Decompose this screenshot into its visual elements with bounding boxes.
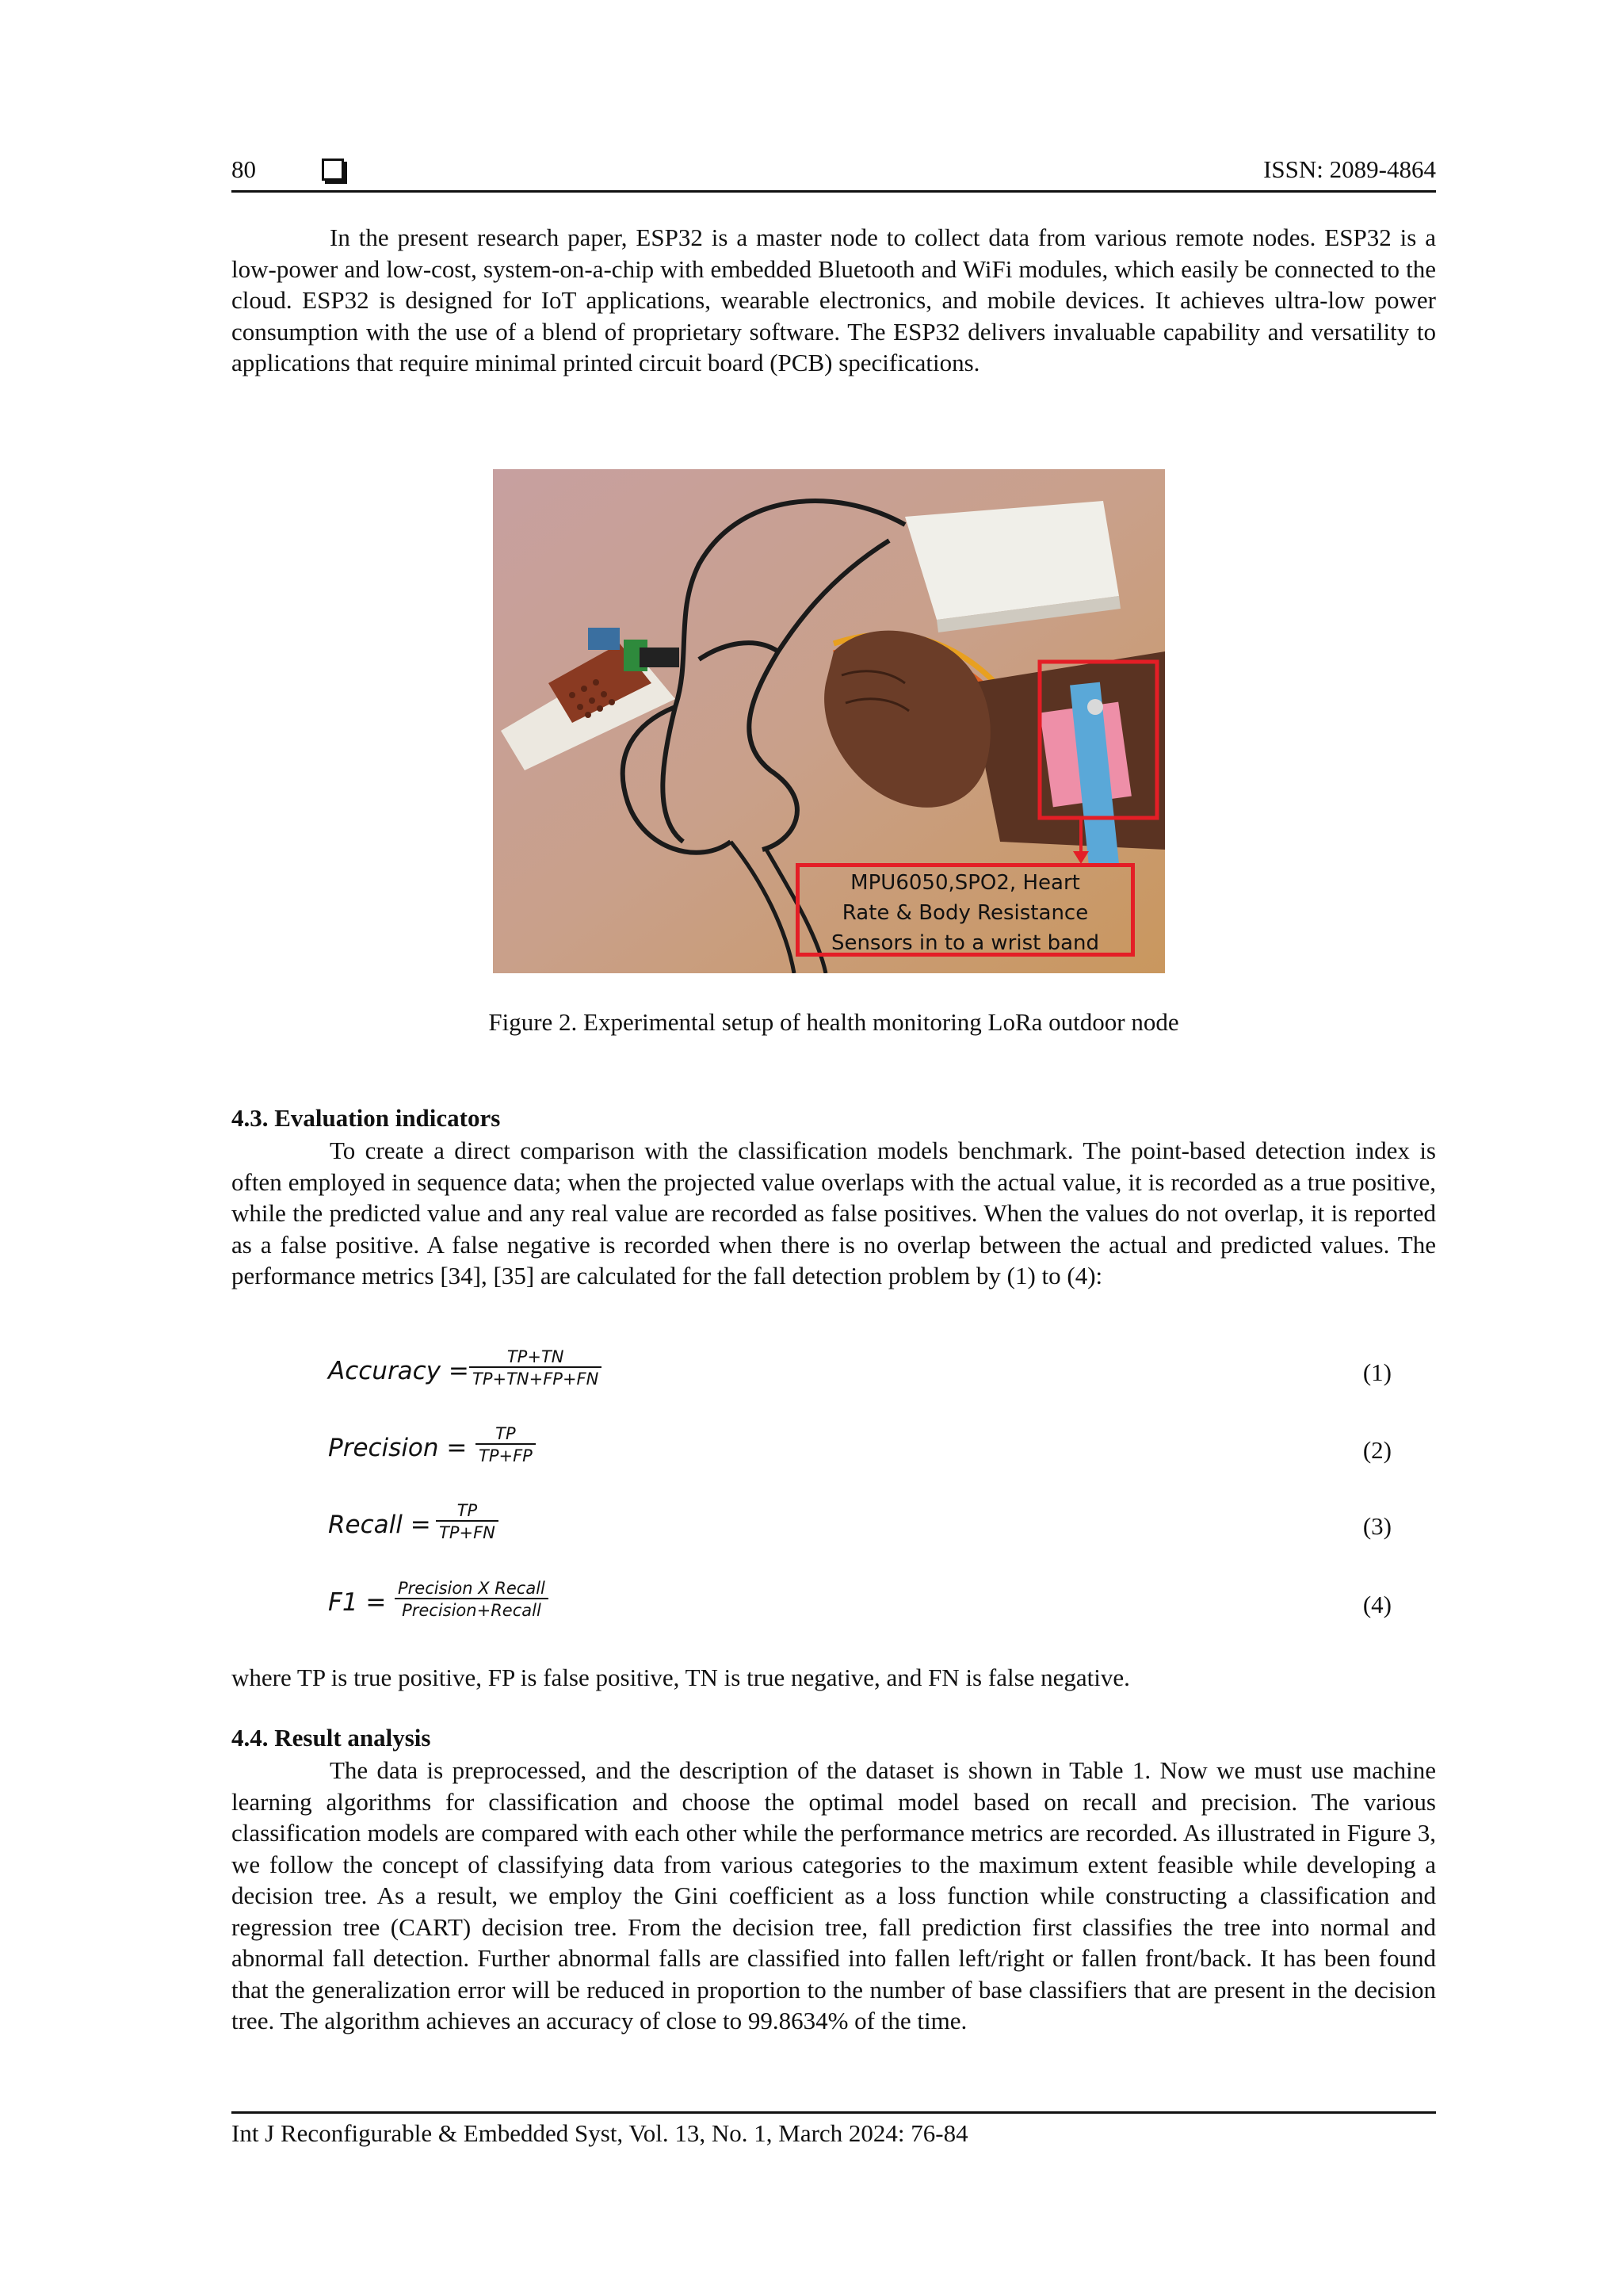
equation-denominator: TP+TN+FP+FN [469, 1366, 601, 1389]
callout-line-1: MPU6050,SPO2, Heart [850, 871, 1080, 895]
figure-callout [796, 863, 1135, 957]
equation-lhs: F1 = [328, 1588, 387, 1617]
equation-number-4: (4) [1362, 1591, 1392, 1618]
equation-denominator: TP+FN [436, 1520, 498, 1542]
equation-numerator: Precision X Recall [398, 1579, 545, 1598]
equation-lhs: Recall = [328, 1511, 431, 1539]
section-4-4-paragraph: The data is preprocessed, and the description of the dataset is shown in Table 1. Now we must use machine learning algorithms for classification and choose the optimal model based on recall and precision. The various classification models are compared with each other while the performance metrics are recorded. As illustrated in Figure 3, we follow the concept of classifying data from various categories to the maximum extent feasible while developing a decision tree. As a result, we employ the Gini coefficient as a loss function while constructing a classification and regression tree (CART) decision tree. From the decision tree, fall prediction first classifies the tree into normal and abnormal fall detection. Further abnormal falls are classified into fallen left/right or fallen front/back. It has been found that the generalization error will be reduced in proportion to the number of base classifiers that are present in the decision tree. The algorithm achieves an accuracy of close to 99.8634% of the time. [231, 1756, 1436, 2034]
issn-label: ISSN: 2089-4864 [1263, 155, 1436, 183]
equation-recall [328, 1501, 804, 1549]
equation-number-1: (1) [1362, 1358, 1392, 1386]
white-module-box [905, 501, 1121, 632]
equation-numerator: TP [456, 1501, 478, 1520]
equation-lhs: Accuracy = [328, 1357, 469, 1385]
section-heading-4-3: 4.3. Evaluation indicators [231, 1104, 501, 1132]
figure-caption: Figure 2. Experimental setup of health monitoring LoRa outdoor node [488, 1008, 1179, 1036]
checkbox-glyph-icon [322, 159, 344, 181]
journal-footer: Int J Reconfigurable & Embedded Syst, Vol. 13, No. 1, March 2024: 76-84 [231, 2119, 968, 2147]
header-rule [231, 190, 1436, 193]
page-header [231, 155, 1436, 195]
equation-accuracy [328, 1347, 804, 1395]
intro-paragraph: In the present research paper, ESP32 is a master node to collect data from various remote nodes. ESP32 is a low-power and low-cost, system-on-a-chip with embedded Bluetooth and WiFi modules, which easily be connected to the cloud. ESP32 is designed for IoT applications, wearable electronics, and mobile devices. It achieves ultra-low power consumption with the use of a blend of proprietary software. The ESP32 delivers invaluable capability and versatility to applications that require minimal printed circuit board (PCB) specifications. [231, 223, 1436, 376]
equation-lhs: Precision = [328, 1434, 468, 1462]
section-4-3-paragraph: To create a direct comparison with the classification models benchmark. The point-based detection index is often employed in sequence data; when the projected value overlaps with the actual value, it is recorded as a true positive, while the predicted value and any real value are recorded as false positives. When the values do not overlap, it is reported as a false positive. A false negative is recorded when there is no overlap between the actual and predicted values. The performance metrics [34], [35] are calculated for the fall detection problem by (1) to (4): [231, 1137, 1436, 1289]
equation-numerator: TP [495, 1424, 516, 1443]
footer-rule [231, 2111, 1436, 2114]
figure-photo [493, 469, 1165, 973]
where-line: where TP is true positive, FP is false positive, TN is true negative, and FN is false negative. [231, 1664, 1130, 1691]
equation-numerator: TP+TN [506, 1347, 564, 1366]
callout-line-2: Rate & Body Resistance [842, 901, 1089, 925]
equation-precision [328, 1424, 804, 1472]
page-number: 80 [231, 155, 256, 183]
equation-number-2: (2) [1362, 1436, 1392, 1464]
equation-denominator: Precision+Recall [395, 1598, 548, 1620]
section-heading-4-4: 4.4. Result analysis [231, 1724, 431, 1752]
equation-number-3: (3) [1362, 1512, 1392, 1540]
callout-line-3: Sensors in to a wrist band [831, 931, 1100, 955]
equation-f1 [328, 1579, 804, 1626]
equation-denominator: TP+FP [475, 1443, 536, 1465]
